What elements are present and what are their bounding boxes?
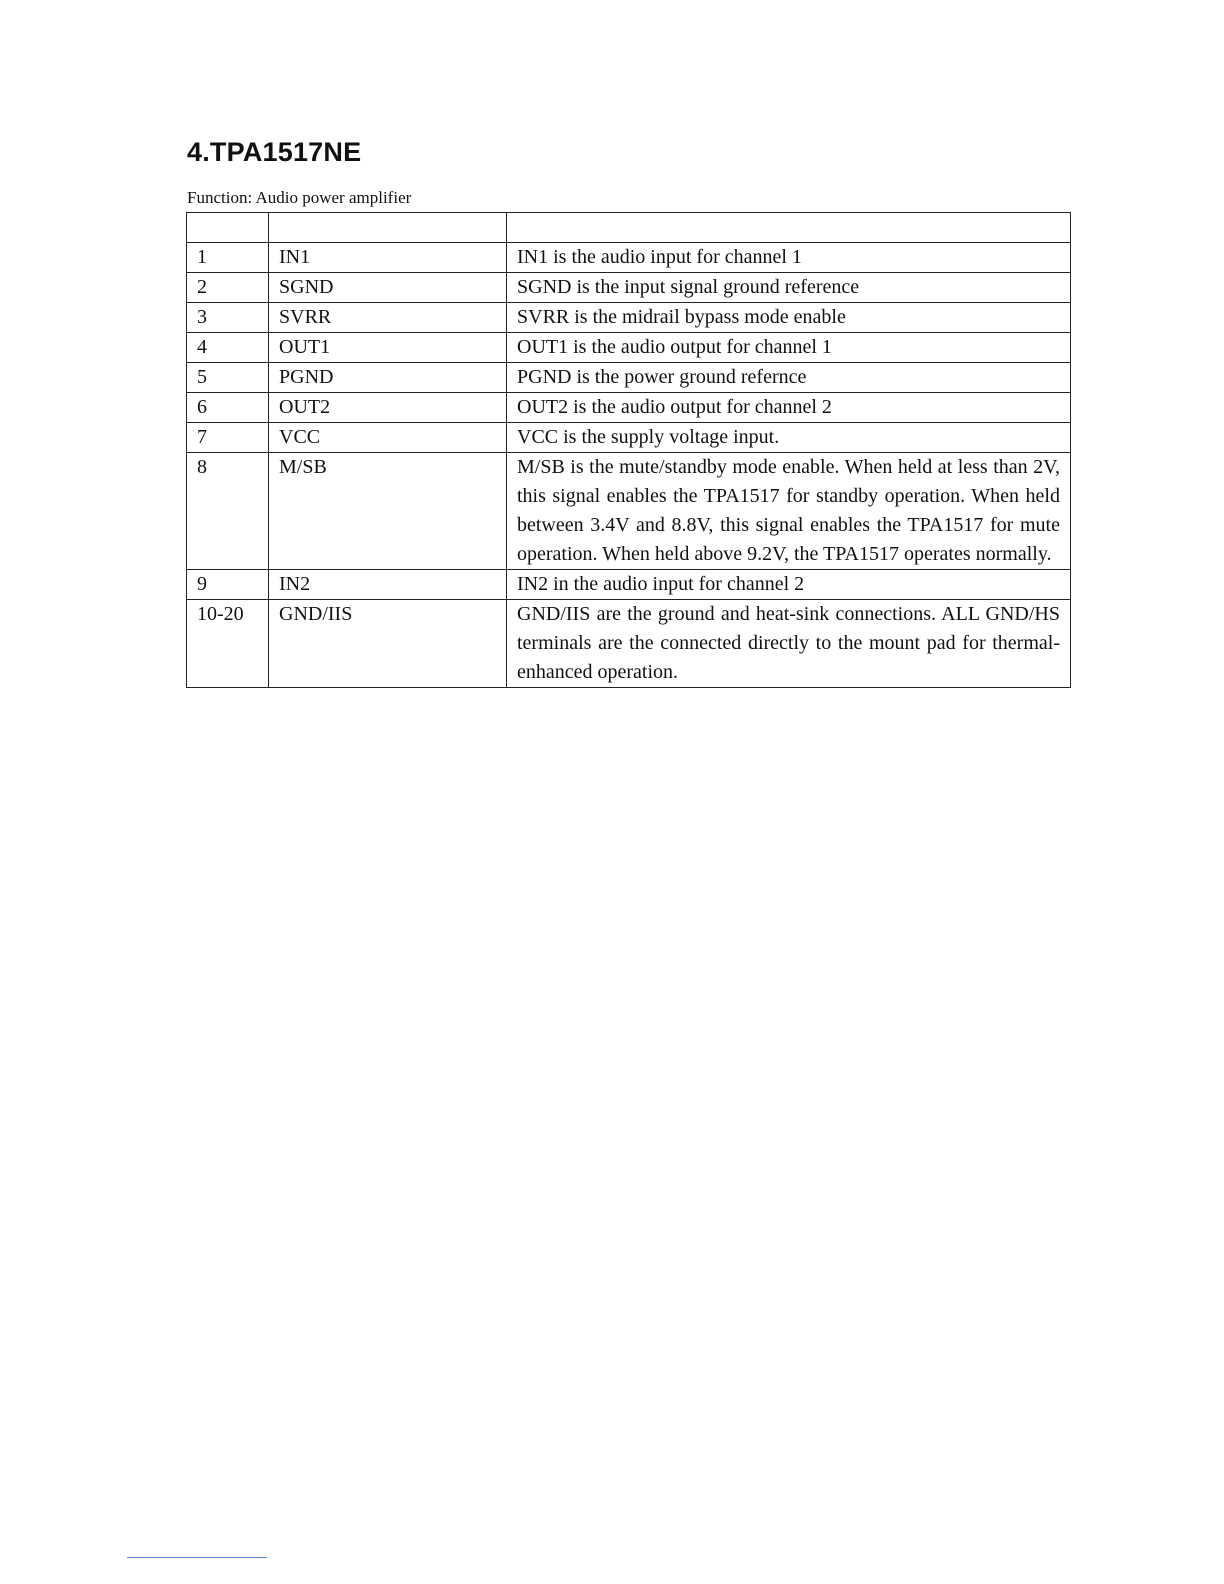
pin-name: OUT1	[269, 333, 507, 363]
table-row	[187, 273, 1071, 303]
pin-name: M/SB	[269, 453, 507, 570]
pin-number: 8	[187, 453, 269, 570]
pin-description: SVRR is the midrail bypass mode enable	[507, 303, 1071, 333]
table-row	[187, 423, 1071, 453]
header-pin	[187, 213, 269, 243]
pin-description: GND/IIS are the ground and heat-sink connections. ALL GND/HS terminals are the connected directly to the mount pad for thermal-enhanced operation.	[507, 600, 1071, 688]
pin-number: 1	[187, 243, 269, 273]
table-row	[187, 333, 1071, 363]
function-description: Function: Audio power amplifier	[187, 188, 412, 207]
pin-name: OUT2	[269, 393, 507, 423]
pin-number: 10-20	[187, 600, 269, 688]
table-row	[187, 600, 1071, 688]
pin-description: IN1 is the audio input for channel 1	[507, 243, 1071, 273]
pin-number: 4	[187, 333, 269, 363]
table-row	[187, 303, 1071, 333]
pin-name: IN2	[269, 570, 507, 600]
table-row	[187, 363, 1071, 393]
pin-description: SGND is the input signal ground reference	[507, 273, 1071, 303]
pin-number: 5	[187, 363, 269, 393]
pin-description: PGND is the power ground refernce	[507, 363, 1071, 393]
pin-description: OUT2 is the audio output for channel 2	[507, 393, 1071, 423]
table-row	[187, 393, 1071, 423]
pin-description-table	[186, 212, 1071, 688]
pin-name: SGND	[269, 273, 507, 303]
pin-description: VCC is the supply voltage input.	[507, 423, 1071, 453]
pin-number: 3	[187, 303, 269, 333]
page-title: 4.TPA1517NE	[187, 137, 362, 167]
table-row	[187, 453, 1071, 570]
pin-number: 6	[187, 393, 269, 423]
pin-number: 2	[187, 273, 269, 303]
pin-name: GND/IIS	[269, 600, 507, 688]
pin-name: PGND	[269, 363, 507, 393]
header-description	[507, 213, 1071, 243]
pin-number: 7	[187, 423, 269, 453]
table-row	[187, 243, 1071, 273]
header-name	[269, 213, 507, 243]
table-header-row	[187, 213, 1071, 243]
pin-description: OUT1 is the audio output for channel 1	[507, 333, 1071, 363]
pin-name: SVRR	[269, 303, 507, 333]
pin-description: M/SB is the mute/standby mode enable. When held at less than 2V, this signal enables the TPA1517 for standby operation. When held between 3.4V and 8.8V, this signal enables the TPA1517 for mute operation. When held above 9.2V, the TPA1517 operates normally.	[507, 453, 1071, 570]
pin-name: VCC	[269, 423, 507, 453]
pin-name: IN1	[269, 243, 507, 273]
pin-description: IN2 in the audio input for channel 2	[507, 570, 1071, 600]
table-row	[187, 570, 1071, 600]
pin-number: 9	[187, 570, 269, 600]
footnote-separator	[127, 1557, 267, 1558]
